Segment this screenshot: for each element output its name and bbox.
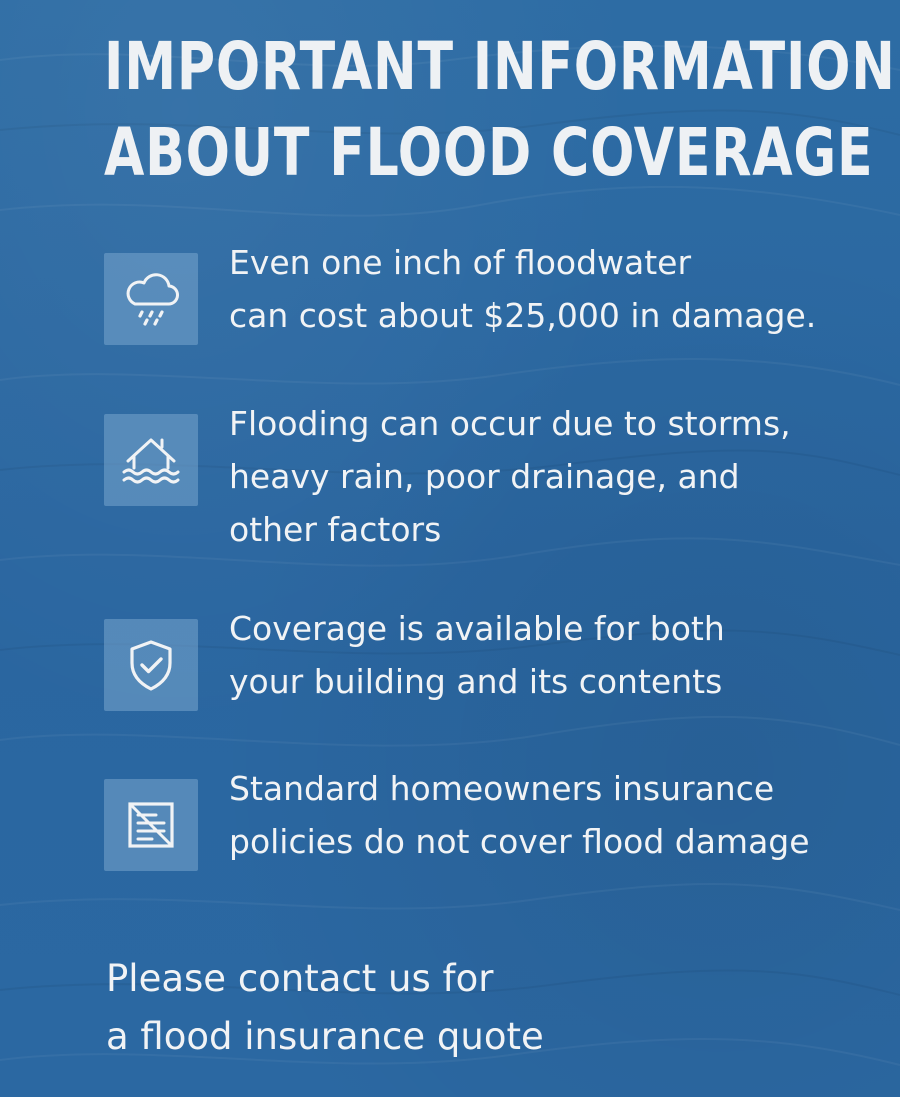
info-item-line: your building and its contents (229, 662, 723, 701)
info-item-line: heavy rain, poor drainage, and (229, 457, 740, 496)
flooded-house-icon (118, 427, 184, 493)
info-item-text (229, 397, 869, 556)
icon-tile (104, 779, 198, 871)
info-item-line: Flooding can occur due to storms, (229, 404, 791, 443)
icon-tile (104, 414, 198, 506)
contact-line-2: a flood insurance quote (106, 1015, 544, 1058)
info-item-line: can cost about $25,000 in damage. (229, 296, 817, 335)
info-item-text (229, 236, 869, 342)
info-item-line: policies do not cover flood damage (229, 822, 810, 861)
info-item-line: Coverage is available for both (229, 609, 725, 648)
title-line-1: IMPORTANT INFORMATION (104, 28, 896, 105)
icon-tile (104, 619, 198, 711)
page-title (104, 24, 896, 196)
info-item-text (229, 602, 869, 708)
icon-tile (104, 253, 198, 345)
rain-cloud-icon (118, 266, 184, 332)
info-item-line: Standard homeowners insurance (229, 769, 775, 808)
contact-line-1: Please contact us for (106, 957, 494, 1000)
info-item-text (229, 762, 869, 868)
shield-check-icon (118, 632, 184, 698)
contact-call-to-action (106, 950, 806, 1066)
info-item-line: other factors (229, 510, 442, 549)
crossed-document-icon (118, 792, 184, 858)
info-item-line: Even one inch of floodwater (229, 243, 692, 282)
title-line-2: ABOUT FLOOD COVERAGE (104, 114, 874, 191)
